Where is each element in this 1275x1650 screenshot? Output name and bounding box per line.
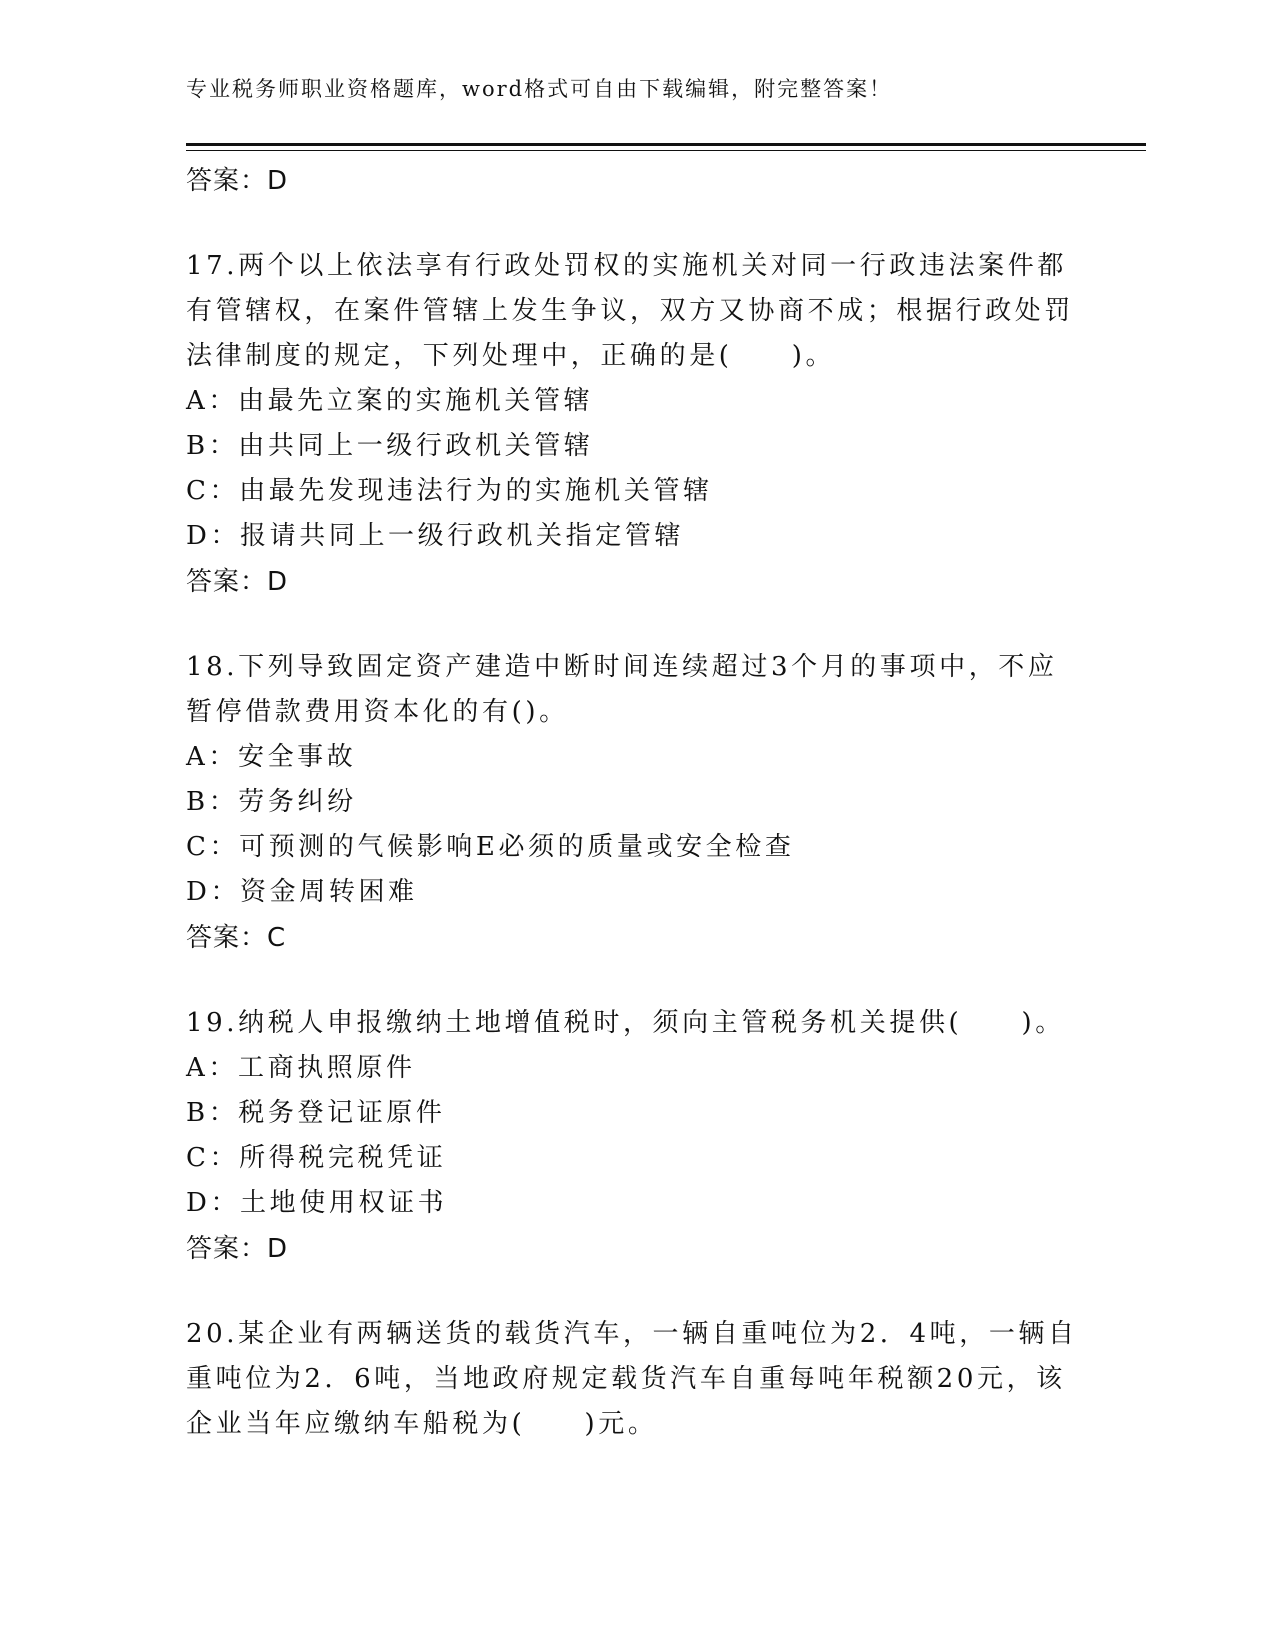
option-b: B：税务登记证原件: [186, 1098, 446, 1128]
question-content: [186, 158, 1086, 1447]
answer-16: 答案：D: [186, 166, 289, 196]
question-20: [186, 1312, 1086, 1447]
option-c: C：由最先发现违法行为的实施机关管辖: [186, 476, 713, 506]
question-19: [186, 1001, 1086, 1272]
header-rule-thick: [186, 143, 1146, 146]
option-c: C：可预测的气候影响E必须的质量或安全检查: [186, 832, 795, 862]
option-a: A：工商执照原件: [186, 1053, 416, 1083]
option-d: D：土地使用权证书: [186, 1188, 448, 1218]
question-stem: 17.两个以上依法享有行政处罚权的实施机关对同一行政违法案件都有管辖权，在案件管辖上发生争议，双方又协商不成；根据行政处罚法律制度的规定，下列处理中，正确的是( )。: [186, 251, 1075, 371]
question-18: [186, 645, 1086, 961]
option-b: B：由共同上一级行政机关管辖: [186, 431, 594, 461]
option-a: A：安全事故: [186, 742, 357, 772]
question-17: [186, 244, 1086, 605]
answer: 答案：D: [186, 1234, 289, 1264]
answer: 答案：D: [186, 567, 289, 597]
question-stem: 20.某企业有两辆送货的载货汽车，一辆自重吨位为2．4吨，一辆自重吨位为2．6吨，当地政府规定载货汽车自重每吨年税额20元，该企业当年应缴纳车船税为( )元。: [186, 1319, 1078, 1439]
answer: 答案：C: [186, 923, 287, 953]
page-header: 专业税务师职业资格题库，word格式可自由下载编辑，附完整答案！: [186, 77, 893, 101]
option-a: A：由最先立案的实施机关管辖: [186, 386, 594, 416]
option-b: B：劳务纠纷: [186, 787, 357, 817]
option-d: D：资金周转困难: [186, 877, 418, 907]
option-d: D：报请共同上一级行政机关指定管辖: [186, 521, 685, 551]
question-stem: 18.下列导致固定资产建造中断时间连续超过3个月的事项中，不应暂停借款费用资本化的有()。: [186, 652, 1058, 727]
option-c: C：所得税完税凭证: [186, 1143, 447, 1173]
header-rule-thin: [186, 150, 1146, 151]
question-stem: 19.纳税人申报缴纳土地增值税时，须向主管税务机关提供( )。: [186, 1008, 1065, 1038]
